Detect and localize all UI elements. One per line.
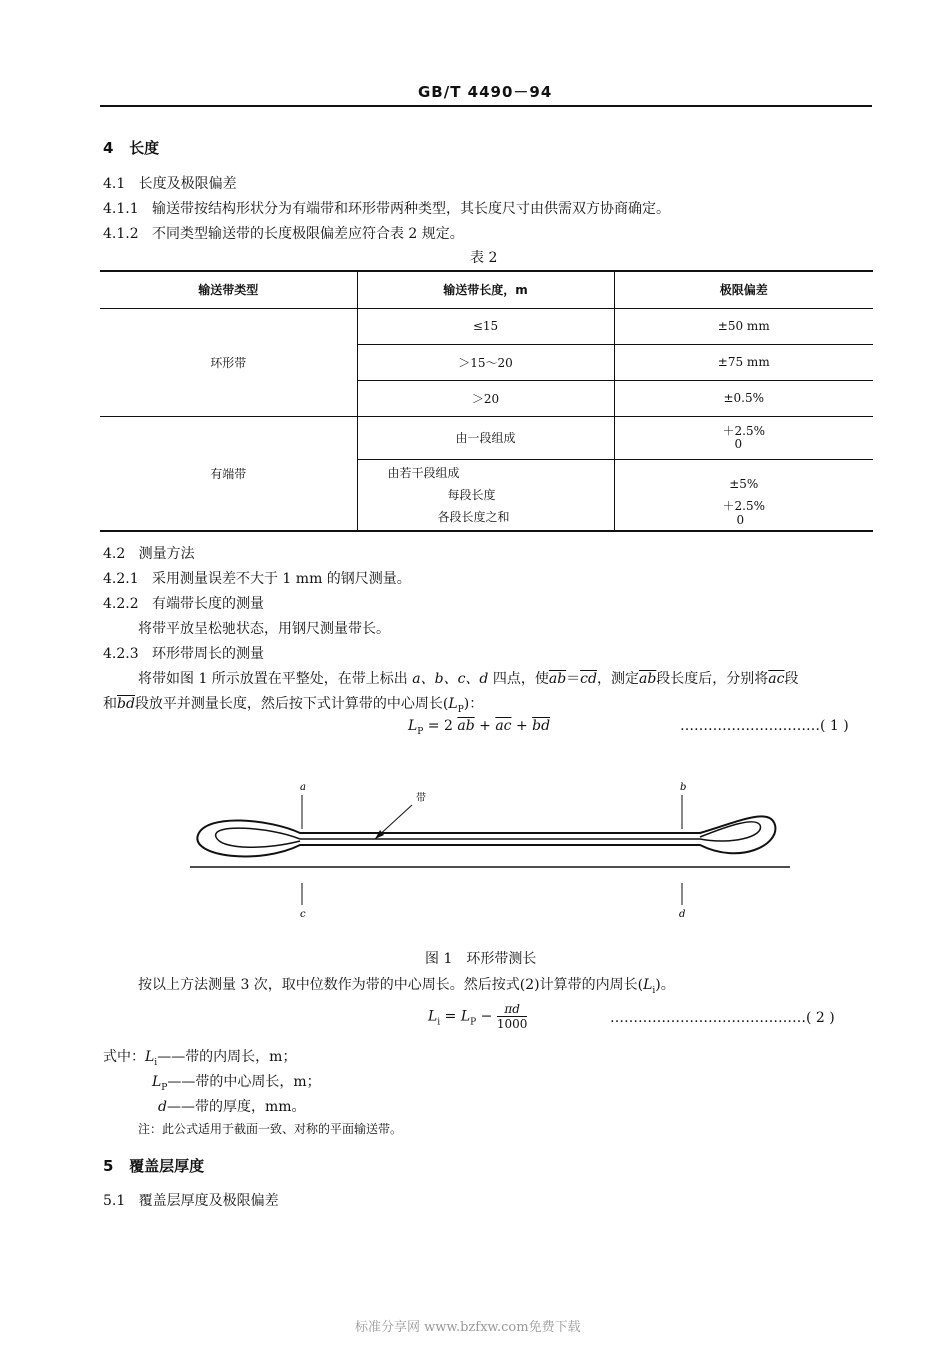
text: )。 [655, 977, 675, 993]
header-rule [100, 105, 872, 107]
text: ＝ [566, 671, 581, 687]
equation-number: ( 1 ) [820, 718, 849, 734]
paragraph: 不同类型输送带的长度极限偏差应符合表 2 规定。 [151, 226, 464, 242]
standard-code: GB/T 4490－94 [418, 83, 553, 101]
operator: = 2 [423, 718, 458, 734]
length-cell: ＞20 [357, 380, 614, 416]
table-header-row [100, 271, 873, 308]
definition: ——带的内周长，m； [157, 1049, 297, 1065]
equation-number: ( 2 ) [806, 1010, 835, 1026]
label-c: c [300, 909, 306, 920]
subscript: P [417, 726, 424, 737]
leader-dots: …………………………………… [610, 1010, 806, 1026]
numerator: πd [497, 1002, 528, 1017]
text: 段放平并测量长度，然后按下式计算带的中心周长( [134, 696, 449, 712]
operator: + [474, 718, 496, 734]
table-row [100, 416, 873, 459]
symbol: L [408, 718, 418, 734]
formula-1 [408, 718, 550, 737]
segment-ab: $\overline{ab}$ [638, 671, 657, 687]
figure-caption: 图 1 环形带测长 [425, 951, 537, 967]
tolerance-cell [614, 416, 873, 459]
operator: − [476, 1008, 497, 1025]
subscript: i [437, 1017, 441, 1028]
formula-2-leader [610, 1010, 835, 1026]
section-4-heading [103, 137, 159, 158]
text: 段长度后，分别将 [656, 671, 769, 687]
label-b: b [680, 782, 687, 793]
ring-belt-figure [180, 775, 800, 935]
subscript: i [652, 985, 656, 996]
section-4-1-2 [103, 223, 464, 243]
section-5-heading [103, 1155, 204, 1176]
where-lead: 式中： [103, 1049, 145, 1065]
subscript: P [161, 1082, 168, 1093]
tolerance-cell [614, 459, 873, 531]
length-tolerance-table [100, 271, 873, 532]
paragraph [138, 974, 675, 996]
operator: = [440, 1008, 461, 1025]
length-cell [357, 459, 614, 531]
section-5-1 [103, 1190, 279, 1210]
paragraph: 输送带按结构形状分为有端带和环形带两种类型，其长度尺寸由供需双方协商确定。 [151, 201, 670, 217]
tolerance-upper: ＋2.5% [722, 498, 765, 513]
segment-bd: $\overline{bd}$ [532, 718, 551, 734]
fraction [497, 1002, 528, 1031]
definition: ——带的厚度，mm。 [166, 1099, 306, 1115]
paragraph: 采用测量误差不大于 1 mm 的钢尺测量。 [151, 571, 411, 587]
text: 和 [103, 696, 117, 712]
note: 注：此公式适用于截面一致、对称的平面输送带。 [138, 1122, 403, 1136]
segment-ac: $\overline{ac}$ [768, 671, 785, 687]
section-title: 环形带周长的测量 [151, 646, 264, 662]
definition: ——带的中心周长，m； [167, 1074, 321, 1090]
section-number: 4.1.1 [103, 201, 139, 217]
segment-ab: $\overline{ab}$ [548, 671, 567, 687]
section-4-2-2 [103, 593, 264, 613]
belt-type-cell: 有端带 [100, 416, 357, 531]
each-segment-label: 每段长度 [447, 487, 496, 502]
section-number: 4.2.2 [103, 596, 139, 612]
segment-ac: $\overline{ac}$ [495, 718, 512, 734]
paragraph-line-1 [138, 668, 798, 688]
text: ，测定 [596, 671, 639, 687]
where-lp [152, 1071, 321, 1093]
formula-2 [428, 1002, 527, 1031]
section-title: 长度及极限偏差 [138, 176, 237, 192]
tolerance-cell: ±50 mm [614, 308, 873, 344]
tolerance-lower: 0 [736, 512, 745, 527]
leader-dots: ………………………… [680, 718, 820, 734]
section-number: 4.2.3 [103, 646, 139, 662]
column-header: 输送带类型 [100, 271, 357, 308]
section-number: 4.1 [103, 176, 126, 192]
symbol: L [428, 1008, 438, 1025]
text: 段 [784, 671, 799, 687]
section-title: 有端带长度的测量 [151, 596, 264, 612]
section-4-1-1 [103, 198, 670, 218]
multi-segment-label: 由若干段组成 [387, 465, 460, 480]
subscript: P [470, 1017, 477, 1028]
text: )： [463, 696, 484, 712]
each-segment-tolerance: ±5% [729, 476, 759, 491]
label-a: a [300, 782, 306, 793]
text: 将带如图 1 所示放置在平整处，在带上标出 [138, 671, 413, 687]
paragraph-line-2 [103, 693, 483, 715]
section-title: 覆盖层厚度及极限偏差 [138, 1193, 279, 1209]
section-title: 测量方法 [138, 546, 195, 562]
length-cell: ≤15 [357, 308, 614, 344]
footer-watermark: 标准分享网 www.bzfxw.com免费下载 [355, 1320, 581, 1335]
belt-type-cell: 环形带 [100, 308, 357, 416]
section-title: 覆盖层厚度 [129, 1157, 205, 1175]
length-cell: 由一段组成 [357, 416, 614, 459]
section-4-2-3 [103, 643, 264, 663]
label-d: d [679, 909, 686, 920]
segment-bd: $\overline{bd}$ [117, 696, 135, 712]
tolerance-lower: 0 [734, 436, 743, 451]
subscript: i [154, 1057, 158, 1068]
tolerance-cell: ±0.5% [614, 380, 873, 416]
symbol: L [145, 1049, 155, 1065]
section-number: 4 [103, 139, 114, 157]
tolerance-upper: ＋2.5% [722, 423, 765, 438]
segment-cd: $\overline{cd}$ [580, 671, 597, 687]
table-row [100, 308, 873, 344]
denominator: 1000 [496, 1017, 528, 1031]
where-li [103, 1046, 296, 1068]
symbol: L [448, 696, 458, 712]
tolerance-cell: ±75 mm [614, 344, 873, 380]
belt-inner-left [216, 828, 300, 847]
segment-ab: $\overline{ab}$ [457, 718, 475, 734]
symbol: L [460, 1008, 471, 1025]
section-4-1 [103, 173, 237, 193]
section-number: 5.1 [103, 1193, 126, 1209]
section-number: 4.2 [103, 546, 126, 562]
label-belt: 带 [416, 793, 426, 804]
belt-outer [197, 816, 775, 856]
section-title: 长度 [129, 139, 160, 157]
column-header: 极限偏差 [614, 271, 873, 308]
belt-inner-right [300, 822, 760, 841]
text: 四点，使 [488, 671, 549, 687]
formula-1-leader [680, 718, 849, 734]
column-header: 输送带长度，m [357, 271, 614, 308]
point-labels: a、b、c、d [412, 671, 489, 687]
text: 按以上方法测量 3 次，取中位数作为带的中心周长。然后按式(2)计算带的内周长( [138, 977, 644, 993]
symbol: d [158, 1099, 167, 1115]
section-4-2 [103, 543, 195, 563]
subscript: P [457, 704, 464, 715]
where-d [158, 1096, 306, 1116]
section-number: 4.2.1 [103, 571, 139, 587]
length-cell: ＞15～20 [357, 344, 614, 380]
symbol: L [643, 977, 653, 993]
section-number: 5 [103, 1157, 114, 1175]
paragraph: 将带平放呈松驰状态，用钢尺测量带长。 [138, 621, 390, 637]
operator: + [511, 718, 533, 734]
section-4-2-1 [103, 568, 411, 588]
section-number: 4.1.2 [103, 226, 139, 242]
symbol: L [152, 1074, 162, 1090]
table-caption: 表 2 [470, 250, 498, 266]
segment-sum-label: 各段长度之和 [437, 509, 510, 524]
